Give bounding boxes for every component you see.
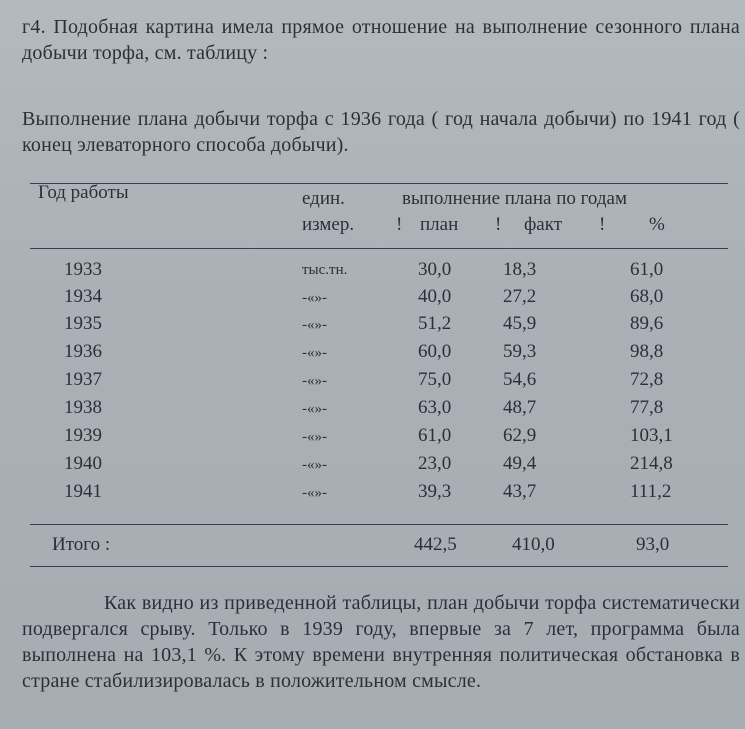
header-sep-1: ! — [396, 214, 403, 235]
row-1937-unit: -«»- — [302, 373, 327, 389]
header-pct: % — [649, 214, 665, 235]
row-1936-fact: 59,3 — [503, 341, 537, 362]
row-1937-fact: 54,6 — [503, 369, 537, 390]
row-1939-unit: -«»- — [302, 429, 327, 445]
total-fact: 410,0 — [512, 534, 555, 555]
row-1940-plan: 23,0 — [418, 453, 452, 474]
row-1934-pct: 68,0 — [630, 286, 664, 307]
row-1935-fact: 45,9 — [503, 313, 537, 334]
total-label: Итого : — [52, 534, 111, 555]
header-plan: план — [420, 214, 459, 235]
row-1940-year: 1940 — [64, 453, 102, 474]
row-1934-year: 1934 — [64, 286, 102, 307]
row-1938-unit: -«»- — [302, 401, 327, 417]
row-1933-pct: 61,0 — [630, 259, 664, 280]
row-1940-fact: 49,4 — [503, 453, 537, 474]
row-1933-plan: 30,0 — [418, 259, 452, 280]
header-year: Год работы — [38, 182, 129, 203]
total-pct: 93,0 — [636, 534, 670, 555]
table-title: Выполнение плана добычи торфа с 1936 года ( год начала добычи) по 1941 год ( конец элеваторного способа добычи). — [22, 108, 740, 156]
header-sep-3: ! — [599, 214, 606, 235]
header-rule — [30, 248, 728, 249]
row-1933-unit: тыс.тн. — [302, 262, 348, 278]
row-1935-year: 1935 — [64, 313, 102, 334]
row-1936-plan: 60,0 — [418, 341, 452, 362]
row-1934-unit: -«»- — [302, 290, 327, 306]
row-1936-year: 1936 — [64, 341, 102, 362]
header-sep-2: ! — [495, 214, 502, 235]
header-unit-line1: един. — [302, 188, 345, 209]
header-group: выполнение плана по годам — [402, 188, 628, 209]
row-1938-plan: 63,0 — [418, 397, 452, 418]
row-1933-year: 1933 — [64, 259, 102, 280]
row-1935-pct: 89,6 — [630, 313, 664, 334]
row-1940-pct: 214,8 — [630, 453, 673, 474]
row-1933-fact: 18,3 — [503, 259, 537, 280]
table-top-rule — [30, 183, 728, 184]
row-1934-fact: 27,2 — [503, 286, 537, 307]
intro-paragraph: г4. Подобная картина имела прямое отношение на выполнение сезонного плана добычи торфа, см. таблицу : — [22, 16, 740, 64]
row-1937-pct: 72,8 — [630, 369, 664, 390]
row-1935-unit: -«»- — [302, 317, 327, 333]
row-1939-pct: 103,1 — [630, 425, 673, 446]
row-1937-year: 1937 — [64, 369, 102, 390]
row-1939-fact: 62,9 — [503, 425, 537, 446]
row-1941-year: 1941 — [64, 481, 102, 502]
row-1938-pct: 77,8 — [630, 397, 664, 418]
row-1934-plan: 40,0 — [418, 286, 452, 307]
row-1939-year: 1939 — [64, 425, 102, 446]
row-1936-pct: 98,8 — [630, 341, 664, 362]
table-bottom-rule — [30, 566, 728, 567]
row-1938-year: 1938 — [64, 397, 102, 418]
header-unit-line2: измер. — [302, 214, 355, 235]
header-fact: факт — [524, 214, 563, 235]
conclusion-paragraph: Как видно из приведенной таблицы, план добычи торфа систематически подвергался срыву. Только в 1939 году, впервые за 7 лет, программа была выполнена на 103,1 %. К этому времени внутренняя политическая обстановка в стране стабилизировалась в положительном смысле. — [22, 592, 740, 692]
row-1937-plan: 75,0 — [418, 369, 452, 390]
row-1941-plan: 39,3 — [418, 481, 452, 502]
row-1935-plan: 51,2 — [418, 313, 452, 334]
total-plan: 442,5 — [414, 534, 457, 555]
row-1939-plan: 61,0 — [418, 425, 452, 446]
row-1936-unit: -«»- — [302, 345, 327, 361]
row-1941-unit: -«»- — [302, 485, 327, 501]
row-1940-unit: -«»- — [302, 457, 327, 473]
total-rule — [30, 524, 728, 525]
row-1938-fact: 48,7 — [503, 397, 537, 418]
row-1941-fact: 43,7 — [503, 481, 537, 502]
row-1941-pct: 111,2 — [630, 481, 672, 502]
